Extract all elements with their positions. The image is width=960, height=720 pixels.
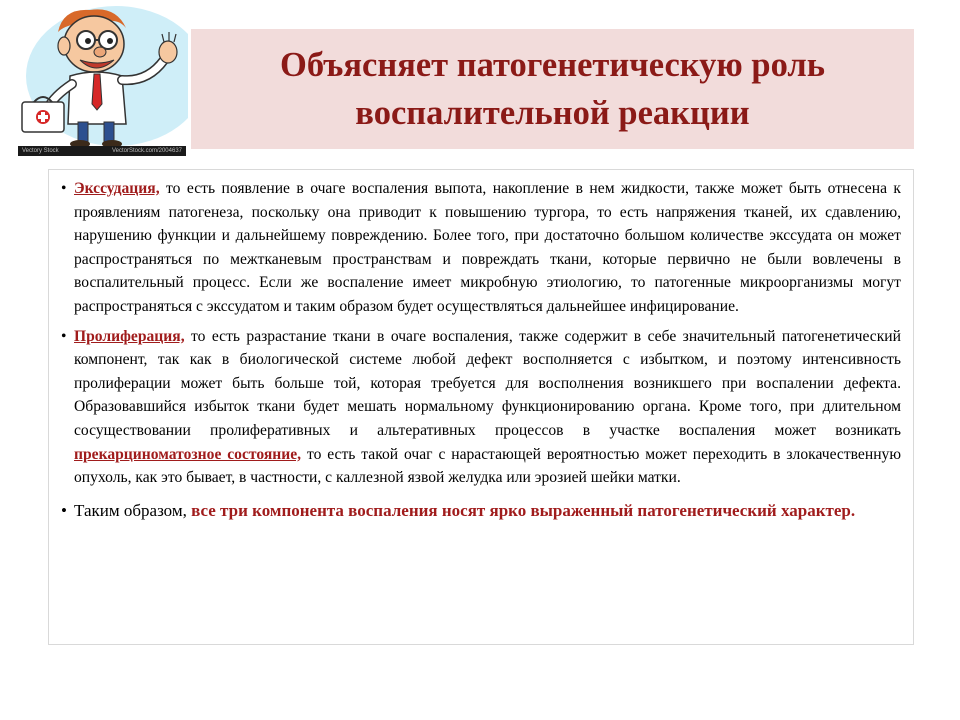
bullet-icon: • [61, 500, 67, 520]
bullet-icon: • [61, 180, 67, 197]
title-line-1: Объясняет патогенетическую роль [280, 46, 825, 84]
title-line-2: воспалительной реакции [355, 94, 750, 132]
proliferation-text-before: то есть разрастание ткани в очаге воспаления, также содержит в себе значительный патогенетический компонент, так как в биологической системе любой дефект восполняется с избытком, и поэтому интенсивность пролиферации может быть больше той, которая требуется для восполнения возникшего при воспалении дефекта. Образовавшийся избыток ткани будет мешать нормальному функционированию органа. Кроме того, при длительном сосуществовании пролиферативных и альтеративных процессов в участке воспаления может возникать [74, 327, 901, 439]
credit-right-text: VectorStock.com/2004637 [111, 148, 182, 154]
paragraph-exudation [61, 177, 901, 319]
doctor-illustration [18, 4, 188, 156]
content-box [48, 169, 914, 645]
bullet-icon: • [61, 327, 67, 345]
term-precarcinomatous: прекарциноматозное состояние, [74, 445, 302, 463]
exudation-text: то есть появление в очаге воспаления выпота, накопление в нем жидкости, также может быть отнесена к проявлениям патогенеза, поскольку она приводит к повышению тургора, то есть напряжения тканей, их сдавлению, нарушению функции и дальнейшему повреждению. Более того, при достаточно большом количестве экссудата он может распространяться по межтканевым пространствам и повреждать ткани, которые первично не были вовлечены в воспалительный процесс. Если же воспаление имеет микробную этиологию, то патогенные микроорганизмы могут распространяться с экссудатом и таким образом будет осуществляться дальнейшее инфицирование. [74, 180, 901, 315]
conclusion-highlight: все три компонента воспаления носят ярко выраженный патогенетический характер. [191, 500, 856, 520]
term-exudation: Экссудация, [74, 180, 160, 197]
paragraph-proliferation [61, 325, 901, 490]
image-credit-bar [18, 146, 186, 156]
term-proliferation: Пролиферация, [74, 327, 185, 345]
credit-left-text: Vectory Stock [22, 148, 59, 154]
proliferation-text-after: то есть такой очаг с нарастающей вероятностью может переходить в злокачественную опухоль, как это бывает, в частности, с каллезной язвой желудка или эрозией шейки матки. [74, 445, 901, 487]
conclusion-text: Таким образом, [74, 500, 192, 520]
title-box [191, 29, 914, 149]
doctor-cartoon-icon [18, 4, 188, 156]
page-title [280, 41, 825, 137]
paragraph-conclusion [61, 498, 901, 524]
